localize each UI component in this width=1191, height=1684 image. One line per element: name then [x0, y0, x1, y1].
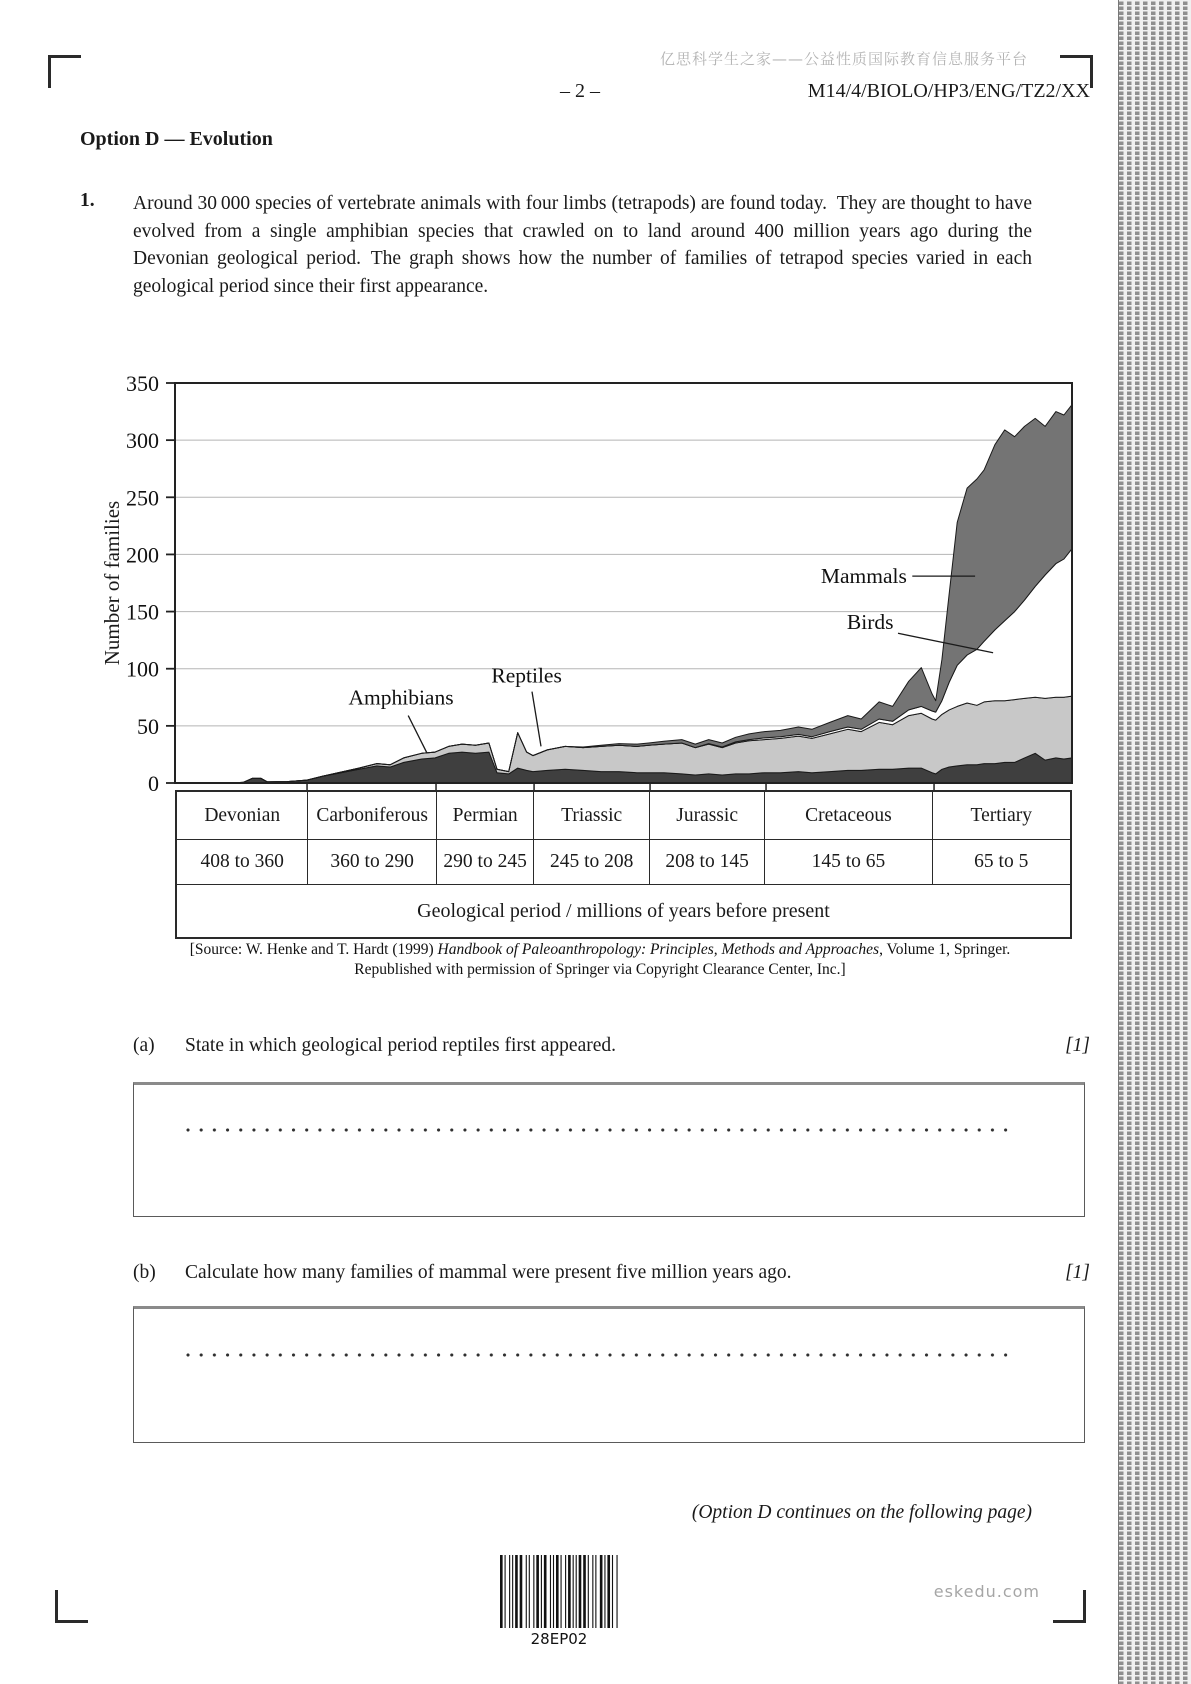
period-name-jurassic: Jurassic — [650, 792, 765, 839]
period-name-carboniferous: Carboniferous — [308, 792, 436, 839]
answer-dotted-line-b[interactable] — [186, 1353, 1016, 1357]
period-range-tertiary: 65 to 5 — [933, 839, 1070, 884]
barcode-bar — [505, 1555, 506, 1628]
scanned-edge-hatch-strip — [1118, 0, 1191, 1684]
barcode-bar — [568, 1555, 571, 1628]
period-name-tertiary: Tertiary — [970, 804, 1032, 826]
question-a-label: (a) — [133, 1035, 155, 1056]
barcode-bar — [536, 1555, 539, 1628]
period-range-jurassic: 208 to 145 — [650, 839, 765, 884]
period-name-cretaceous: Cretaceous — [765, 792, 932, 839]
source-citation — [140, 940, 1060, 980]
source-line2: Republished with permission of Springer via Copyright Clearance Center, Inc.] — [354, 961, 846, 978]
barcode-bar — [561, 1555, 562, 1628]
question-a-marks: [1] — [1065, 1035, 1090, 1056]
annotation-line-reptiles — [532, 692, 541, 747]
y-tick-label-100: 100 — [126, 656, 159, 682]
barcode-bar — [607, 1555, 610, 1628]
tetrapod-families-area-chart — [113, 373, 1098, 801]
y-tick-label-300: 300 — [126, 428, 159, 454]
barcode-bar — [612, 1555, 613, 1628]
answer-box-b[interactable] — [133, 1306, 1085, 1443]
barcode-bar — [526, 1555, 527, 1628]
barcode-bar — [588, 1555, 589, 1628]
barcode-bar — [595, 1555, 596, 1628]
barcode-bar — [544, 1555, 547, 1628]
period-name-permian: Permian — [437, 792, 535, 839]
y-axis-title: Number of families — [100, 500, 124, 666]
barcode-bar — [509, 1555, 510, 1628]
question-b-marks: [1] — [1065, 1262, 1090, 1283]
site-watermark: eskedu.com — [933, 1582, 1040, 1601]
answer-dotted-line-a[interactable] — [186, 1128, 1016, 1132]
annotation-label-mammals: Mammals — [820, 564, 907, 589]
barcode-bar — [592, 1555, 593, 1628]
barcode-bar — [556, 1555, 559, 1628]
question-1-text: Around 30 000 species of vertebrate animals with four limbs (tetrapods) are found today. They are thought to have evolved from a single amphibian species that crawled on to land around 400 million years ago during the Devonian geological period. The graph shows how the number of families of tetrapod species varied in each geological period since their first appearance. — [133, 193, 1032, 297]
barcode-bar — [512, 1555, 513, 1628]
question-a-text: State in which geological period reptiles first appeared. — [185, 1035, 617, 1056]
y-tick-label-250: 250 — [126, 485, 159, 511]
barcode-bar — [553, 1555, 554, 1628]
continuation-note: (Option D continues on the following page) — [691, 1502, 1032, 1523]
barcode-bar — [550, 1555, 551, 1628]
period-name-devonian: Devonian — [177, 792, 308, 839]
period-name-triassic: Triassic — [534, 792, 649, 839]
answer-box-a[interactable] — [133, 1082, 1085, 1217]
period-range-cretaceous: 145 to 65 — [765, 839, 932, 884]
period-range-permian: 290 to 245 — [437, 839, 535, 884]
barcode-bar — [520, 1555, 523, 1628]
section-title: Option D — Evolution — [80, 128, 273, 150]
y-tick-label-350: 350 — [126, 373, 159, 396]
annotation-label-amphibians: Amphibians — [348, 685, 454, 710]
question-1-number: 1. — [80, 190, 95, 211]
barcode-bar — [604, 1555, 605, 1628]
x-axis-title: Geological period / millions of years before present — [177, 884, 1070, 937]
crop-mark-bottom-left — [55, 1590, 88, 1623]
barcode-bar — [579, 1555, 582, 1628]
crop-mark-bottom-right — [1053, 1590, 1086, 1623]
barcode-bar — [529, 1555, 530, 1628]
barcode-bar — [576, 1555, 577, 1628]
period-range-carboniferous: 360 to 290 — [308, 839, 436, 884]
source-line1-prefix: [Source: W. Henke and T. Hardt (1999) — [189, 941, 438, 958]
watermark-text: 亿思科学生之家——公益性质国际教育信息服务平台 — [659, 50, 1028, 68]
crop-mark-top-left — [48, 55, 81, 88]
barcode-label: 28EP02 — [530, 1630, 588, 1648]
annotation-label-reptiles: Reptiles — [491, 663, 562, 688]
annotation-label-birds: Birds — [846, 609, 894, 634]
source-line1-suffix: , Volume 1, Springer. — [879, 941, 1011, 958]
barcode-bar — [600, 1555, 603, 1628]
barcode-bars — [500, 1555, 618, 1628]
barcode-bar — [533, 1555, 534, 1628]
barcode-bar — [565, 1555, 566, 1628]
barcode-bar — [515, 1555, 518, 1628]
barcode-bar — [541, 1555, 542, 1628]
source-book-title: Handbook of Paleoanthropology: Principles, Methods and Approaches — [437, 941, 880, 958]
paper-code: M14/4/BIOLO/HP3/ENG/TZ2/XX — [807, 80, 1090, 102]
geological-period-table — [175, 790, 1072, 939]
page-number: – 2 – — [560, 80, 600, 102]
y-tick-label-150: 150 — [126, 599, 159, 625]
y-tick-label-50: 50 — [137, 713, 159, 739]
annotation-line-amphibians — [408, 716, 427, 754]
question-b-label: (b) — [133, 1262, 156, 1283]
y-tick-label-0: 0 — [148, 771, 159, 796]
barcode-bar — [500, 1555, 503, 1628]
barcode — [500, 1555, 618, 1650]
period-range-triassic: 245 to 208 — [534, 839, 649, 884]
barcode-bar — [573, 1555, 574, 1628]
question-b-text: Calculate how many families of mammal were present five million years ago. — [185, 1262, 792, 1283]
barcode-bar — [616, 1555, 617, 1628]
period-range-devonian: 408 to 360 — [177, 839, 308, 884]
y-tick-label-200: 200 — [126, 542, 159, 568]
barcode-bar — [583, 1555, 586, 1628]
